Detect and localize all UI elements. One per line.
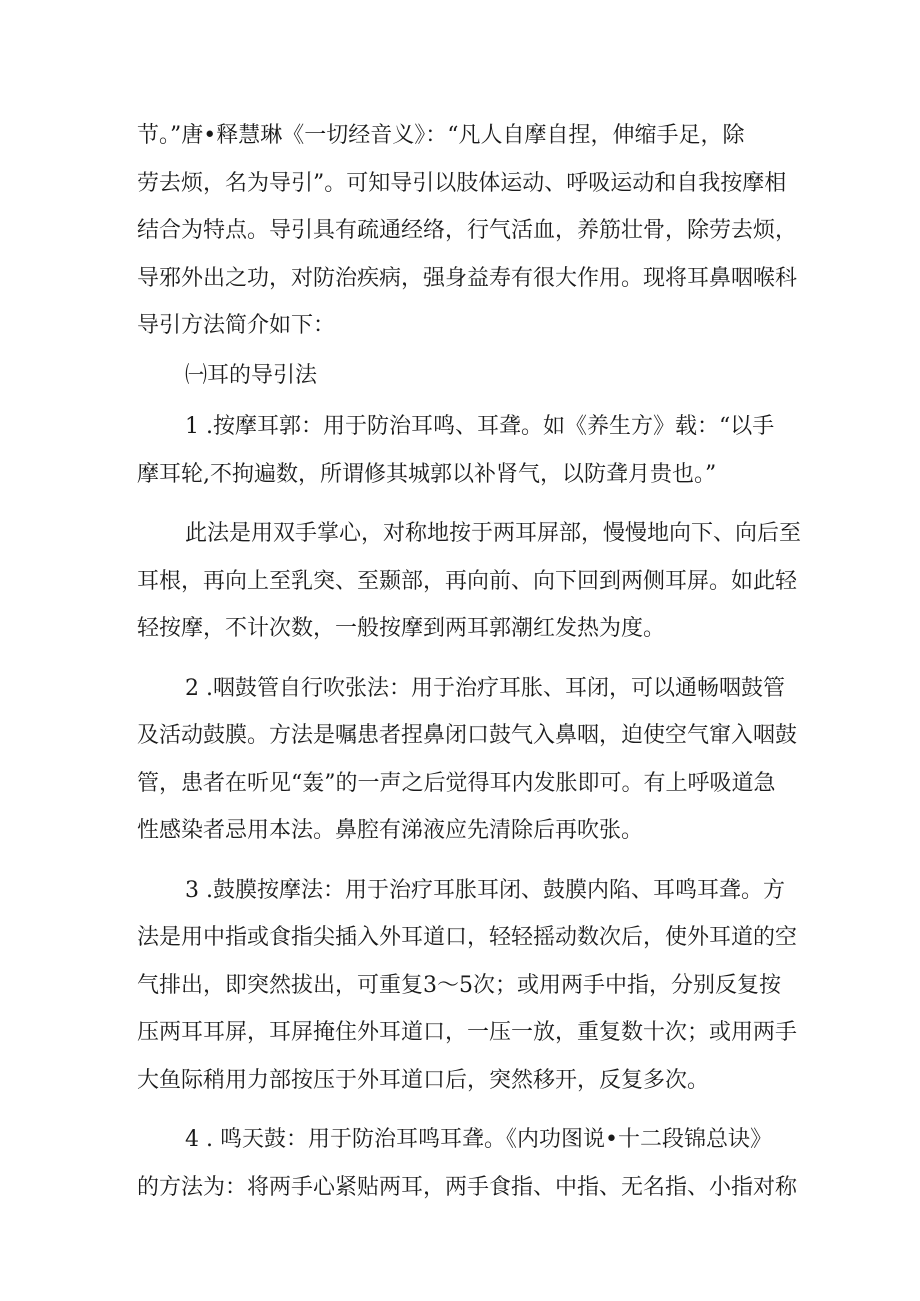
- section-heading-ear: [137, 352, 797, 400]
- text-line: 大鱼际稍用力部按压于外耳道口后，突然移开，反复多次。: [137, 1067, 710, 1093]
- paragraph-item-3: [137, 867, 797, 1105]
- text-line: 管，患者在听见“轰”的一声之后觉得耳内发胀即可。有上呼吸道急: [137, 770, 776, 796]
- text-line: 压两耳耳屏，耳屏掩住外耳道口，一压一放，重复数十次；或用两手: [137, 1020, 798, 1045]
- text-line: 1 .按摩耳郭：用于防治耳鸣、耳聋。如《养生方》载：“以手: [185, 414, 775, 439]
- text-line: ㈠耳的导引法: [185, 362, 318, 388]
- text-line: 性感染者忌用本法。鼻腔有涕液应先清除后再吹张。: [137, 818, 644, 843]
- text-line: 摩耳轮,不拘遍数，所谓修其城郭以补肾气，以防聋月贵也。”: [137, 461, 717, 487]
- text-line: 的方法为：将两手心紧贴两耳，两手食指、中指、无名指、小指对称: [137, 1174, 798, 1200]
- paragraph-item-1-method: [137, 510, 802, 653]
- text-line: 劳去烦，名为导引”。可知导引以肢体运动、呼吸运动和自我按摩相: [137, 170, 787, 196]
- text-line: 轻按摩，不计次数，一般按摩到两耳郭潮红发热为度。: [137, 616, 666, 641]
- text-line: 3 .鼓膜按摩法：用于治疗耳胀耳闭、鼓膜内陷、耳鸣耳聋。方: [185, 877, 785, 903]
- text-line: 2 .咽鼓管自行吹张法：用于治疗耳胀、耳闭，可以通畅咽鼓管: [185, 675, 785, 701]
- paragraph-item-4: [137, 1116, 797, 1211]
- paragraph-intro: [137, 112, 797, 350]
- text-line: 此法是用双手掌心，对称地按于两耳屏部，慢慢地向下、向后至: [185, 521, 802, 546]
- text-line: 法是用中指或食指尖插入外耳道口，轻轻摇动数次后，使外耳道的空: [137, 925, 798, 950]
- text-line: 导引方法简介如下：: [137, 313, 336, 338]
- text-line: 及活动鼓膜。方法是嘱患者捏鼻闭口鼓气入鼻咽，迫使空气窜入咽鼓: [137, 723, 798, 748]
- text-line: 耳根，再向上至乳突、至颞部，再向前、向下回到两侧耳屏。如此轻: [137, 568, 798, 594]
- document-body: [137, 112, 802, 1211]
- text-line: 导邪外出之功，对防治疾病，强身益寿有很大作用。现将耳鼻咽喉科: [137, 265, 798, 291]
- paragraph-item-1: [137, 403, 797, 498]
- text-line: 4 . 鸣天鼓：用于防治耳鸣耳聋。《内功图说•十二段锦总诀》: [185, 1127, 772, 1152]
- text-line: 节。”唐•释慧琳《一切经音义》：“凡人自摩自捏，伸缩手足，除: [137, 123, 745, 148]
- paragraph-item-2: [137, 665, 797, 855]
- text-line: 气排出，即突然拔出，可重复3～5次；或用两手中指，分别反复按: [137, 972, 781, 998]
- text-line: 结合为特点。导引具有疏通经络，行气活血，养筋壮骨，除劳去烦，: [137, 218, 798, 243]
